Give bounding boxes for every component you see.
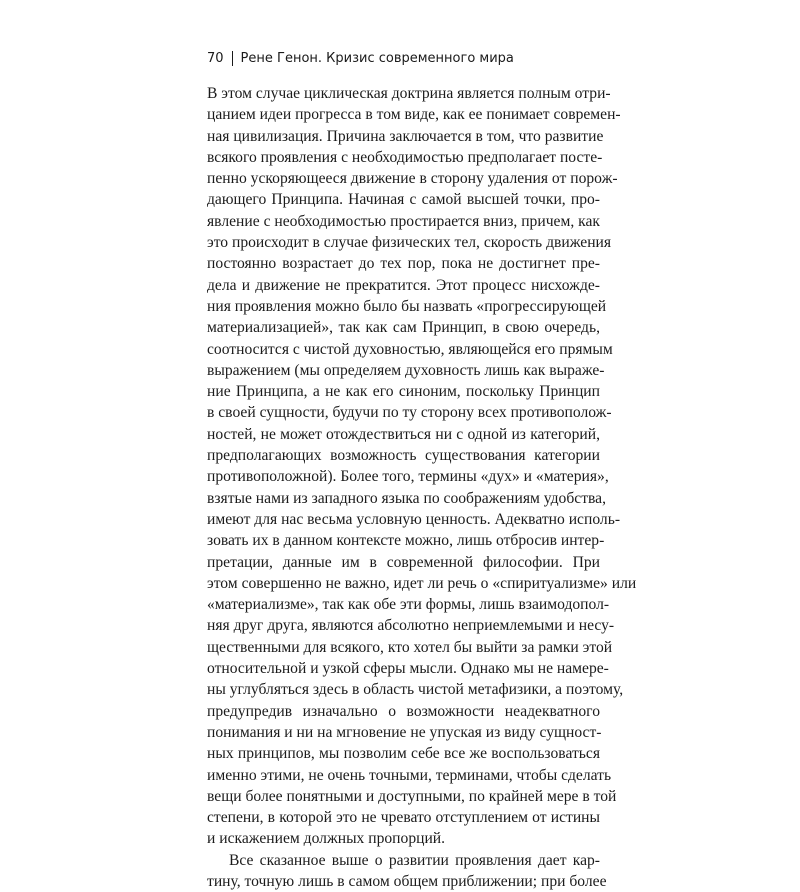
- text-line: относительной и узкой сферы мысли. Однако мы не намере-: [207, 660, 609, 678]
- text-line: тину, точную лишь в самом общем приближении; при более: [207, 872, 607, 890]
- text-line: дела и движение не прекратится. Этот процесс нисхожде-: [207, 276, 600, 294]
- text-line: выражением (мы определяем духовность лишь как выраже-: [207, 361, 605, 379]
- text-line: цанием идеи прогресса в том виде, как ее понимает современ-: [207, 106, 621, 124]
- text-line: взятые нами из западного языка по соображениям удобства,: [207, 489, 606, 507]
- text-line: «материализме», так как обе эти формы, лишь взаимодопол-: [207, 596, 610, 614]
- text-line: щественными для всякого, кто хотел бы выйти за рамки этой: [207, 638, 613, 656]
- text-line: ны углубляться здесь в область чистой метафизики, а поэтому,: [207, 681, 624, 699]
- page-number: 70: [207, 50, 224, 66]
- text-line: понимания и ни на мгновение не упуская из виду сущност-: [207, 723, 602, 741]
- text-line: дающего Принципа. Начиная с самой высшей точки, про-: [207, 191, 600, 209]
- text-line: претации, данные им в современной философии. При: [207, 553, 600, 571]
- running-header: [207, 48, 514, 68]
- text-line: ных принципов, мы позволим себе все же воспользоваться: [207, 745, 600, 763]
- text-line: степени, в которой это не чревато отступлением от истины: [207, 809, 600, 827]
- text-line: предполагающих возможность существования категории: [207, 447, 600, 465]
- text-line: имеют для нас весьма условную ценность. Адекватно исполь-: [207, 510, 621, 528]
- text-line: и искажением должных пропорций.: [207, 830, 446, 848]
- text-line: именно этими, не очень точными, терминами, чтобы сделать: [207, 766, 612, 784]
- text-line: зовать их в данном контексте можно, лишь отбросив интер-: [207, 532, 605, 550]
- paragraph: [207, 83, 637, 850]
- text-line: это происходит в случае физических тел, скорость движения: [207, 234, 612, 252]
- running-title: Рене Генон. Кризис современного мира: [240, 50, 514, 66]
- text-line: предупредив изначально о возможности неадекватного: [207, 702, 600, 720]
- text-line: в своей сущности, будучи по ту сторону всех противополож-: [207, 404, 612, 422]
- text-line: противоположной). Более того, термины «дух» и «материя»,: [207, 468, 609, 486]
- text-line: постоянно возрастает до тех пор, пока не достигнет пре-: [207, 255, 600, 273]
- text-line: В этом случае циклическая доктрина является полным отри-: [207, 85, 611, 102]
- text-line: материализацией», так как сам Принцип, в свою очередь,: [207, 319, 600, 337]
- text-line: ние Принципа, а не как его синоним, поскольку Принцип: [207, 383, 600, 401]
- text-line: этом совершенно не важно, идет ли речь о «спиритуализме» или: [207, 574, 637, 592]
- text-line: няя друг друга, являются абсолютно неприемлемыми и несу-: [207, 617, 615, 635]
- text-line: ния проявления можно было бы назвать «прогрессирующей: [207, 297, 607, 315]
- paragraph: [207, 850, 607, 892]
- body-text: [207, 83, 637, 892]
- text-line: ностей, не может отождествиться ни с одной из категорий,: [207, 425, 600, 443]
- text-line: вещи более понятными и доступными, по крайней мере в той: [207, 787, 617, 805]
- text-line: ная цивилизация. Причина заключается в том, что развитие: [207, 127, 604, 145]
- text-line: всякого проявления с необходимостью предполагает посте-: [207, 148, 603, 166]
- text-line: соотносится с чистой духовностью, являющейся его прямым: [207, 340, 613, 358]
- text-line: Все сказанное выше о развитии проявления дает кар-: [229, 851, 600, 869]
- header-divider: [232, 51, 233, 66]
- text-line: пенно ускоряющееся движение в сторону удаления от порож-: [207, 170, 618, 188]
- text-line: явление с необходимостью простирается вниз, причем, как: [207, 212, 600, 230]
